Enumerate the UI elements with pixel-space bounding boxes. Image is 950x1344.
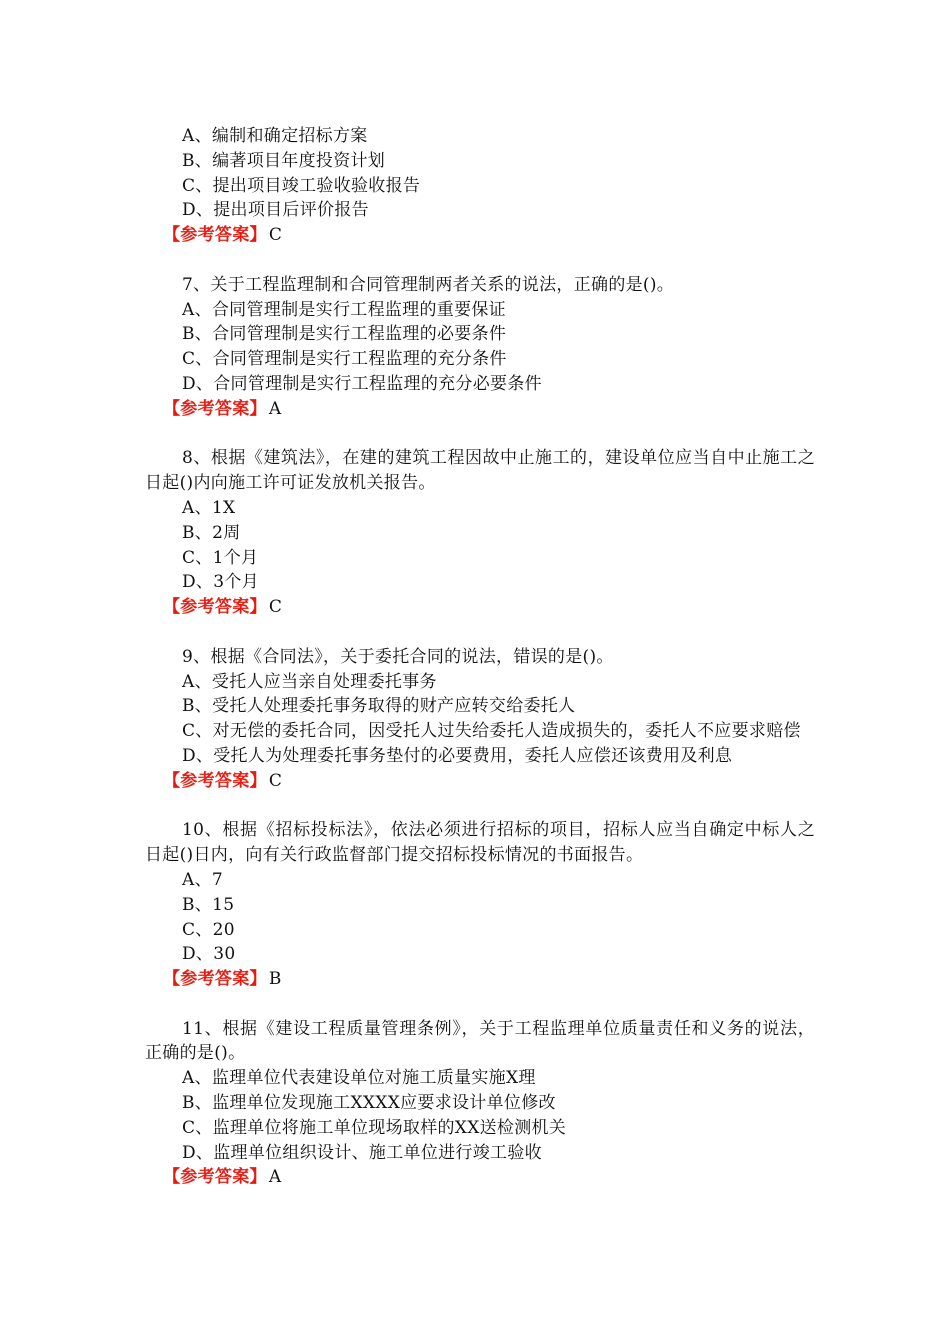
option-a: A、编制和确定招标方案 bbox=[182, 126, 368, 146]
question-stem: 11、根据《建设工程质量管理条例》，关于工程监理单位质量责任和义务的说法，正确的是()。 bbox=[145, 1018, 815, 1064]
answer-tag: 【参考答案】 bbox=[163, 770, 267, 791]
answer-line bbox=[145, 967, 815, 992]
option-d: D、监理单位组织设计、施工单位进行竣工验收 bbox=[182, 1142, 542, 1163]
option-c: C、对无偿的委托合同，因受托人过失给委托人造成损失的，委托人不应要求赔偿 bbox=[182, 721, 801, 742]
question-9 bbox=[145, 645, 815, 794]
option-d: D、提出项目后评价报告 bbox=[182, 200, 369, 221]
answer-line bbox=[145, 595, 815, 620]
option-a: A、1X bbox=[182, 497, 236, 518]
question-6 bbox=[145, 124, 815, 248]
question-10 bbox=[145, 818, 815, 992]
option-a: A、受托人应当亲自处理委托事务 bbox=[182, 671, 437, 692]
question-7 bbox=[145, 273, 815, 422]
answer-line bbox=[145, 223, 815, 248]
option-c: C、监理单位将施工单位现场取样的XX送检测机关 bbox=[182, 1117, 567, 1138]
question-stem: 10、根据《招标投标法》，依法必须进行招标的项目，招标人应当自确定中标人之日起()日内，向有关行政监督部门提交招标投标情况的书面报告。 bbox=[145, 820, 815, 866]
answer-tag: 【参考答案】 bbox=[163, 225, 267, 246]
answer-value: A bbox=[268, 1167, 282, 1188]
answer-line bbox=[145, 1165, 815, 1190]
answer-value: C bbox=[268, 597, 283, 618]
answer-value: C bbox=[268, 770, 283, 791]
option-d: D、合同管理制是实行工程监理的充分必要条件 bbox=[182, 373, 542, 394]
option-b: B、受托人处理委托事务取得的财产应转交给委托人 bbox=[182, 696, 576, 717]
answer-value: B bbox=[268, 969, 282, 990]
question-11 bbox=[145, 1017, 815, 1191]
option-c: C、20 bbox=[182, 919, 235, 940]
option-b: B、合同管理制是实行工程监理的必要条件 bbox=[182, 324, 507, 345]
question-8 bbox=[145, 446, 815, 620]
answer-value: A bbox=[268, 398, 282, 419]
question-list bbox=[145, 124, 815, 1190]
question-stem: 8、根据《建筑法》，在建的建筑工程因故中止施工的，建设单位应当自中止施工之日起()内向施工许可证发放机关报告。 bbox=[145, 448, 815, 494]
option-c: C、提出项目竣工验收验收报告 bbox=[182, 175, 421, 196]
option-a: A、合同管理制是实行工程监理的重要保证 bbox=[182, 299, 506, 320]
answer-value: C bbox=[268, 225, 283, 246]
option-a: A、监理单位代表建设单位对施工质量实施X理 bbox=[182, 1068, 536, 1089]
answer-line bbox=[145, 397, 815, 422]
option-b: B、监理单位发现施工XXXX应要求设计单位修改 bbox=[182, 1093, 556, 1114]
answer-tag: 【参考答案】 bbox=[163, 398, 267, 419]
option-d: D、3个月 bbox=[182, 572, 259, 593]
option-d: D、30 bbox=[182, 944, 236, 965]
option-a: A、7 bbox=[182, 869, 223, 890]
question-stem: 7、关于工程监理制和合同管理制两者关系的说法，正确的是()。 bbox=[182, 274, 675, 295]
option-c: C、1个月 bbox=[182, 547, 259, 568]
answer-tag: 【参考答案】 bbox=[163, 969, 267, 990]
answer-tag: 【参考答案】 bbox=[163, 1167, 267, 1188]
option-c: C、合同管理制是实行工程监理的充分条件 bbox=[182, 349, 507, 370]
option-b: B、编著项目年度投资计划 bbox=[182, 150, 386, 171]
question-stem: 9、根据《合同法》，关于委托合同的说法，错误的是()。 bbox=[182, 646, 614, 667]
option-d: D、受托人为处理委托事务垫付的必要费用，委托人应偿还该费用及利息 bbox=[182, 745, 733, 766]
answer-tag: 【参考答案】 bbox=[163, 597, 267, 618]
option-b: B、2周 bbox=[182, 522, 241, 543]
option-b: B、15 bbox=[182, 894, 235, 915]
answer-line bbox=[145, 769, 815, 794]
